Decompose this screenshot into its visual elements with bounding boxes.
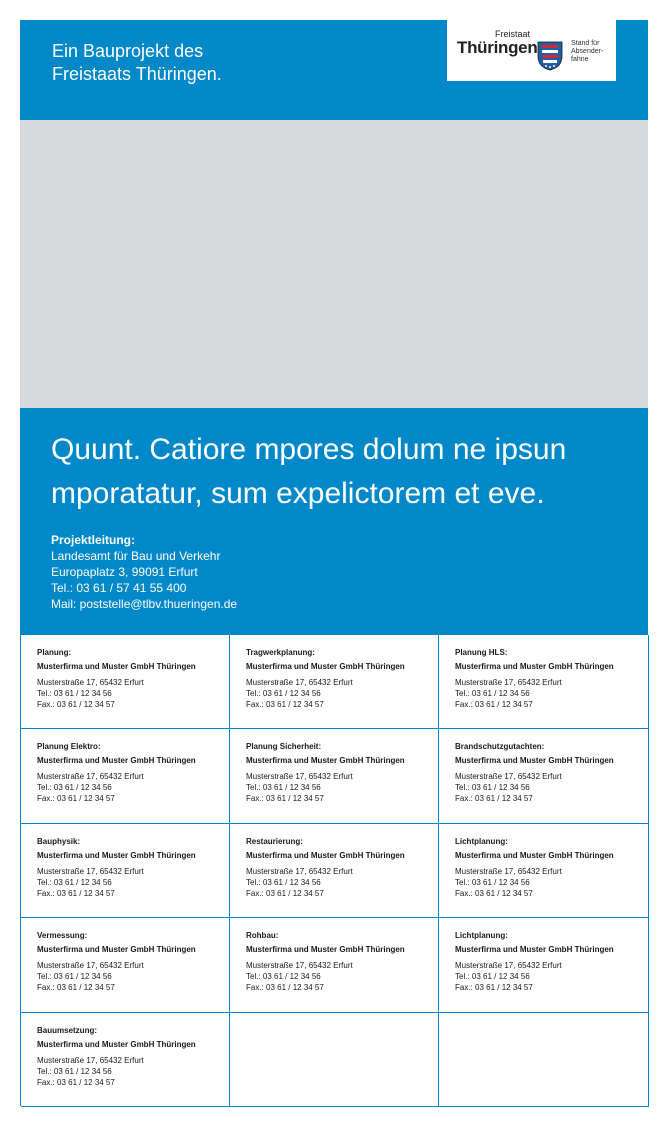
firm-street: Musterstraße 17, 65432 Erfurt [246, 678, 353, 687]
firm-tel: Tel.: 03 61 / 12 34 56 [455, 877, 530, 887]
project-headline [51, 428, 631, 516]
firm-fax: Fax.: 03 61 / 12 34 57 [37, 1077, 115, 1087]
coat-of-arms-icon [537, 41, 563, 71]
header-text [52, 40, 222, 86]
firm-cell [21, 918, 230, 1012]
firm-cell [230, 824, 439, 918]
firm-fax: Fax.: 03 61 / 12 34 57 [37, 983, 115, 993]
firm-fax: Fax.: 03 61 / 12 34 57 [246, 700, 324, 709]
firm-name: Musterfirma und Muster GmbH Thüringen [455, 756, 614, 766]
firm-cell [230, 729, 439, 823]
firm-tel: Tel.: 03 61 / 12 34 56 [246, 783, 321, 793]
firm-street: Musterstraße 17, 65432 Erfurt [37, 866, 144, 876]
firm-name: Musterfirma und Muster GmbH Thüringen [37, 662, 196, 671]
contact-mail: Mail: poststelle@tlbv.thueringen.de [51, 597, 238, 611]
logo-name-text: Thüringen [457, 38, 538, 57]
thueringen-logo [447, 20, 616, 81]
firm-role: Lichtplanung: [455, 931, 508, 941]
firm-name: Musterfirma und Muster GmbH Thüringen [455, 850, 614, 860]
firm-cell [21, 729, 230, 823]
header-line-1: Ein Bauprojekt des [52, 41, 204, 61]
firm-name: Musterfirma und Muster GmbH Thüringen [37, 945, 196, 955]
firm-fax: Fax.: 03 61 / 12 34 57 [246, 888, 324, 898]
firms-grid [20, 634, 648, 1106]
firm-role: Tragwerkplanung: [246, 648, 315, 657]
firm-name: Musterfirma und Muster GmbH Thüringen [455, 945, 614, 955]
image-placeholder [20, 120, 648, 408]
construction-sign [20, 20, 648, 1106]
firm-fax: Fax.: 03 61 / 12 34 57 [455, 794, 533, 804]
logo-side-line-1: Stand für [571, 40, 600, 47]
firm-cell [439, 635, 649, 729]
firm-role: Lichtplanung: [455, 836, 508, 846]
firm-cell [21, 635, 230, 729]
header-band [20, 20, 648, 120]
header-line-2: Freistaats Thüringen. [52, 64, 222, 84]
firm-name: Musterfirma und Muster GmbH Thüringen [246, 850, 405, 860]
logo-freistaat-text: Freistaat [495, 29, 531, 39]
firm-cell [439, 824, 649, 918]
firm-tel: Tel.: 03 61 / 12 34 56 [455, 689, 530, 698]
project-info-band [20, 408, 648, 634]
firm-tel: Tel.: 03 61 / 12 34 56 [455, 972, 530, 982]
firm-tel: Tel.: 03 61 / 12 34 56 [37, 972, 112, 982]
project-contact [51, 532, 237, 612]
firm-fax: Fax.: 03 61 / 12 34 57 [37, 888, 115, 898]
firm-cell [21, 824, 230, 918]
firm-role: Planung Elektro: [37, 742, 101, 752]
firm-name: Musterfirma und Muster GmbH Thüringen [246, 662, 405, 671]
firm-tel: Tel.: 03 61 / 12 34 56 [455, 783, 530, 793]
firm-role: Bauphysik: [37, 836, 81, 846]
empty-cell [439, 1013, 649, 1107]
firm-name: Musterfirma und Muster GmbH Thüringen [246, 756, 405, 766]
firm-name: Musterfirma und Muster GmbH Thüringen [455, 662, 614, 671]
firm-name: Musterfirma und Muster GmbH Thüringen [37, 1039, 196, 1049]
contact-label: Projektleitung: [51, 533, 136, 547]
firm-name: Musterfirma und Muster GmbH Thüringen [37, 756, 196, 766]
firm-tel: Tel.: 03 61 / 12 34 56 [37, 689, 112, 698]
firm-role: Brandschutzgutachten: [455, 742, 545, 752]
firm-street: Musterstraße 17, 65432 Erfurt [37, 678, 144, 687]
contact-org: Landesamt für Bau und Verkehr [51, 549, 221, 563]
contact-tel: Tel.: 03 61 / 57 41 55 400 [51, 581, 187, 595]
firm-street: Musterstraße 17, 65432 Erfurt [37, 1055, 144, 1065]
logo-side-text [571, 40, 603, 64]
firm-tel: Tel.: 03 61 / 12 34 56 [37, 877, 112, 887]
firm-cell [439, 729, 649, 823]
firm-fax: Fax.: 03 61 / 12 34 57 [37, 794, 115, 804]
firm-cell [230, 918, 439, 1012]
firm-fax: Fax.: 03 61 / 12 34 57 [455, 983, 533, 993]
firm-role: Planung: [37, 648, 72, 657]
firm-tel: Tel.: 03 61 / 12 34 56 [246, 689, 321, 698]
firm-street: Musterstraße 17, 65432 Erfurt [246, 866, 353, 876]
firm-street: Musterstraße 17, 65432 Erfurt [246, 961, 353, 971]
firm-cell [21, 1013, 230, 1107]
firm-street: Musterstraße 17, 65432 Erfurt [37, 772, 144, 782]
firm-cell [439, 918, 649, 1012]
logo-side-line-2: Absender- [571, 48, 604, 55]
firm-fax: Fax.: 03 61 / 12 34 57 [455, 888, 533, 898]
firm-name: Musterfirma und Muster GmbH Thüringen [246, 945, 405, 955]
firm-role: Rohbau: [246, 931, 279, 941]
firm-role: Planung HLS: [455, 648, 508, 657]
firm-street: Musterstraße 17, 65432 Erfurt [37, 961, 144, 971]
firm-street: Musterstraße 17, 65432 Erfurt [246, 772, 353, 782]
firm-tel: Tel.: 03 61 / 12 34 56 [37, 1066, 112, 1076]
firm-street: Musterstraße 17, 65432 Erfurt [455, 866, 562, 876]
firm-fax: Fax.: 03 61 / 12 34 57 [246, 794, 324, 804]
firm-role: Planung Sicherheit: [246, 742, 322, 752]
contact-street: Europaplatz 3, 99091 Erfurt [51, 565, 198, 579]
firm-role: Bauumsetzung: [37, 1025, 97, 1035]
firm-cell [230, 635, 439, 729]
firm-street: Musterstraße 17, 65432 Erfurt [455, 678, 562, 687]
empty-cell [230, 1013, 439, 1107]
firm-name: Musterfirma und Muster GmbH Thüringen [37, 850, 196, 860]
firm-role: Vermessung: [37, 931, 88, 941]
headline-line-1: Quunt. Catiore mpores dolum ne ipsun [51, 433, 567, 466]
firm-street: Musterstraße 17, 65432 Erfurt [455, 772, 562, 782]
headline-line-2: mporatatur, sum expelictorem et eve. [51, 477, 545, 510]
firm-tel: Tel.: 03 61 / 12 34 56 [37, 783, 112, 793]
firm-tel: Tel.: 03 61 / 12 34 56 [246, 972, 321, 982]
firm-street: Musterstraße 17, 65432 Erfurt [455, 961, 562, 971]
firm-role: Restaurierung: [246, 836, 303, 846]
firm-fax: Fax.: 03 61 / 12 34 57 [246, 983, 324, 993]
firm-tel: Tel.: 03 61 / 12 34 56 [246, 877, 321, 887]
firm-fax: Fax.: 03 61 / 12 34 57 [37, 700, 115, 709]
firm-fax: Fax.: 03 61 / 12 34 57 [455, 700, 533, 709]
logo-side-line-3: fahne [571, 56, 589, 63]
